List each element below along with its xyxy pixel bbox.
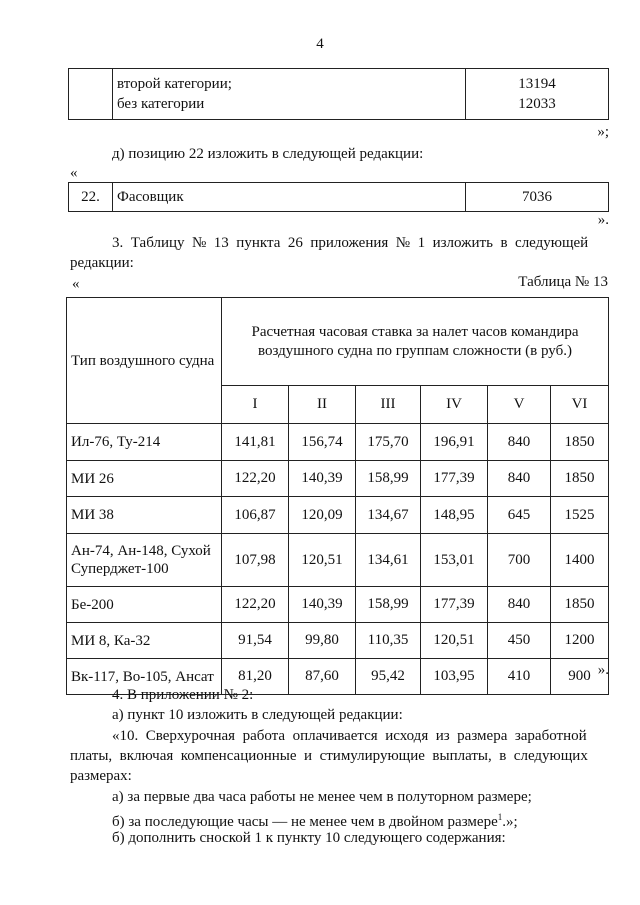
item-4a-text: а) пункт 10 изложить в следующей редакции:	[112, 707, 403, 723]
close-quote: ».	[597, 662, 609, 678]
position-number: 22.	[69, 183, 113, 212]
table-13	[66, 297, 609, 695]
paragraph-10-line2: платы, включая компенсационные и стимулирующие выплаты, в следующих	[70, 748, 588, 764]
rate-cell: 1525	[551, 497, 609, 534]
category-value-cell	[466, 69, 609, 120]
item-d-text: д) позицию 22 изложить в следующей редакции:	[112, 146, 424, 162]
rate-cell: 410	[488, 659, 551, 695]
category-label-cell	[113, 69, 466, 120]
paragraph-10-line3: размерах:	[70, 768, 132, 784]
rate-cell: 900	[551, 659, 609, 695]
group-header: III	[356, 386, 421, 424]
rate-cell: 450	[488, 623, 551, 659]
salary-category-table	[68, 68, 609, 120]
rate-cell: 107,98	[222, 534, 289, 587]
aircraft-type: Бе-200	[67, 587, 222, 623]
rate-cell: 120,51	[421, 623, 488, 659]
rate-cell: 95,42	[356, 659, 421, 695]
aircraft-type: Ил-76, Ту-214	[67, 424, 222, 461]
table-row	[67, 587, 609, 623]
rate-cell: 106,87	[222, 497, 289, 534]
table-row	[67, 461, 609, 497]
rate-cell: 1850	[551, 587, 609, 623]
rate-cell: 140,39	[289, 587, 356, 623]
position-value: 7036	[466, 183, 609, 212]
table-label: Таблица № 13	[518, 274, 608, 290]
rate-cell: 110,35	[356, 623, 421, 659]
group-header: II	[289, 386, 356, 424]
open-quote: «	[72, 276, 80, 292]
rate-cell: 120,09	[289, 497, 356, 534]
table-row	[67, 424, 609, 461]
position-22-table	[68, 182, 609, 212]
aircraft-type-line: Суперджет-100	[71, 561, 169, 577]
rate-cell: 177,39	[421, 461, 488, 497]
group-header: I	[222, 386, 289, 424]
rate-cell: 134,61	[356, 534, 421, 587]
paragraph-10a: а) за первые два часа работы не менее чем в полуторном размере;	[112, 789, 532, 805]
rate-cell: 700	[488, 534, 551, 587]
rate-cell: 158,99	[356, 587, 421, 623]
close-quote: ».	[597, 212, 609, 228]
table-row	[67, 497, 609, 534]
page-number: 4	[316, 36, 324, 52]
close-quote: »;	[597, 124, 609, 140]
rate-cell: 196,91	[421, 424, 488, 461]
rate-cell: 122,20	[222, 461, 289, 497]
rate-cell: 1850	[551, 461, 609, 497]
group-header: V	[488, 386, 551, 424]
paragraph-10b-end: .»;	[502, 814, 518, 830]
rate-header-line: Расчетная часовая ставка за налет часов командира	[251, 323, 579, 340]
rate-cell: 103,95	[421, 659, 488, 695]
item-4-text: 4. В приложении № 2:	[112, 687, 254, 703]
rate-cell: 1200	[551, 623, 609, 659]
aircraft-type: МИ 38	[67, 497, 222, 534]
rate-cell: 840	[488, 461, 551, 497]
group-header: VI	[551, 386, 609, 424]
col-header-rate	[222, 298, 609, 386]
aircraft-type: Вк-117, Во-105, Ансат	[67, 659, 222, 695]
rate-cell: 840	[488, 424, 551, 461]
footnote-marker: 1	[497, 812, 503, 822]
item-4b-text: б) дополнить сноской 1 к пункту 10 следующего содержания:	[112, 830, 506, 846]
rate-cell: 134,67	[356, 497, 421, 534]
rate-cell: 158,99	[356, 461, 421, 497]
row-number-cell	[69, 69, 113, 120]
item-3-line1: 3. Таблицу № 13 пункта 26 приложения № 1 изложить в следующей	[112, 235, 589, 251]
rate-cell: 81,20	[222, 659, 289, 695]
open-quote: «	[70, 165, 78, 181]
aircraft-type: МИ 8, Ка-32	[67, 623, 222, 659]
paragraph-10b-text: б) за последующие часы — не менее чем в двойном размере	[112, 814, 498, 830]
rate-header-line: воздушного судна по группам сложности (в руб.)	[258, 342, 572, 359]
group-header: IV	[421, 386, 488, 424]
rate-cell: 91,54	[222, 623, 289, 659]
category-label: второй категории;	[117, 76, 232, 92]
category-value: 13194	[518, 76, 556, 92]
rate-cell: 99,80	[289, 623, 356, 659]
rate-cell: 140,39	[289, 461, 356, 497]
rate-cell: 177,39	[421, 587, 488, 623]
table-row	[67, 534, 609, 587]
rate-cell: 141,81	[222, 424, 289, 461]
rate-cell: 122,20	[222, 587, 289, 623]
aircraft-type: МИ 26	[67, 461, 222, 497]
rate-cell: 156,74	[289, 424, 356, 461]
item-3-line2: редакции:	[70, 255, 134, 271]
rate-cell: 645	[488, 497, 551, 534]
rate-cell: 1400	[551, 534, 609, 587]
position-name: Фасовщик	[113, 183, 466, 212]
rate-cell: 175,70	[356, 424, 421, 461]
category-value: 12033	[518, 96, 556, 112]
rate-cell: 148,95	[421, 497, 488, 534]
table-row	[67, 623, 609, 659]
paragraph-10-line1: «10. Сверхурочная работа оплачивается исходя из размера заработной	[112, 728, 587, 744]
category-label: без категории	[117, 96, 205, 112]
aircraft-type-line: Ан-74, Ан-148, Сухой	[71, 543, 211, 559]
aircraft-type	[67, 534, 222, 587]
rate-cell: 120,51	[289, 534, 356, 587]
rate-cell: 1850	[551, 424, 609, 461]
col-header-aircraft-type: Тип воздушного судна	[67, 298, 222, 424]
rate-cell: 87,60	[289, 659, 356, 695]
rate-cell: 153,01	[421, 534, 488, 587]
rate-cell: 840	[488, 587, 551, 623]
